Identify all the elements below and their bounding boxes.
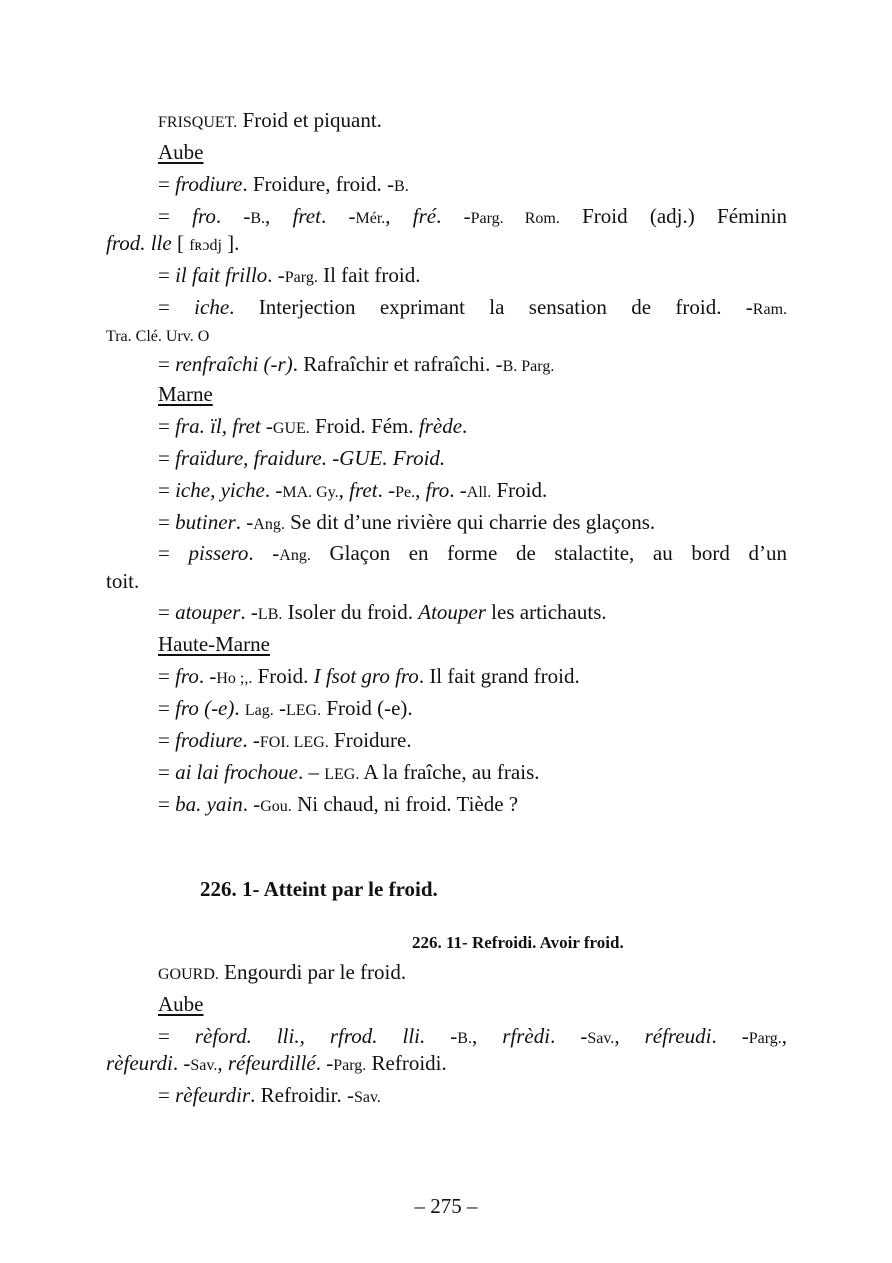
entry-line: = il fait frillo. -Parg. Il fait froid. bbox=[158, 263, 421, 287]
entry-line: = fro. -B., fret. -Mér., fré. -Parg. Rom. Froid (adj.) Féminin bbox=[158, 204, 788, 228]
entry-line: rèfeurdi. -Sav., réfeurdillé. -Parg. Refroidi. bbox=[106, 1051, 447, 1075]
entry-line: = fra. ïl, fret -GUE. Froid. Fém. frède. bbox=[158, 414, 468, 438]
region-heading: Aube bbox=[158, 140, 204, 164]
entry-line: = fro (-e). Lag. -LEG. Froid (-e). bbox=[158, 696, 413, 720]
entry-line: = fraïdure, fraidure. -GUE. Froid. bbox=[158, 446, 446, 470]
entry-line: GOURD. Engourdi par le froid. bbox=[158, 960, 407, 984]
entry-line: FRISQUET. Froid et piquant. bbox=[158, 108, 382, 132]
entry-line: = fro. -Ho ;,. Froid. I fsot gro fro. Il fait grand froid. bbox=[158, 664, 580, 688]
entry-line: = frodiure. -FOI. LEG. Froidure. bbox=[158, 728, 412, 752]
phonetic: fʀɔdj bbox=[189, 237, 222, 254]
headword: FRISQUET. bbox=[158, 114, 238, 131]
entry-line: = iche, yiche. -MA. Gy., fret. -Pe., fro. -All. Froid. bbox=[158, 478, 548, 502]
page-number: – 275 – bbox=[414, 1194, 478, 1218]
entry-line: toit. bbox=[106, 569, 140, 593]
entry-line: = rèfeurdir. Refroidir. -Sav. bbox=[158, 1083, 381, 1107]
region-heading: Haute-Marne bbox=[158, 632, 270, 656]
entry-line: = frodiure. Froidure, froid. -B. bbox=[158, 172, 409, 196]
entry-line: Tra. Clé. Urv. O bbox=[106, 328, 210, 345]
entry-line: = ba. yain. -Gou. Ni chaud, ni froid. Tiède ? bbox=[158, 792, 519, 816]
entry-line: frod. lle [ fʀɔdj ]. bbox=[106, 231, 240, 255]
region-heading: Aube bbox=[158, 992, 204, 1016]
entry-line: = atouper. -LB. Isoler du froid. Atouper les artichauts. bbox=[158, 600, 607, 624]
entry-line: = rèford. lli., rfrod. lli. -B., rfrèdi. -Sav., réfreudi. -Parg., bbox=[158, 1024, 788, 1048]
entry-line: = pissero. -Ang. Glaçon en forme de stalactite, au bord d’un bbox=[158, 541, 787, 565]
entry-line: = ai lai frochoue. – LEG. A la fraîche, au frais. bbox=[158, 760, 540, 784]
entry-line: = iche. Interjection exprimant la sensation de froid. -Ram. bbox=[158, 295, 788, 319]
subsection-heading: 226. 11- Refroidi. Avoir froid. bbox=[412, 933, 624, 952]
section-heading: 226. 1- Atteint par le froid. bbox=[200, 877, 438, 901]
entry-line: = renfraîchi (-r). Rafraîchir et rafraîchi. -B. Parg. bbox=[158, 352, 555, 376]
region-heading: Marne bbox=[158, 382, 213, 406]
entry-line: = butiner. -Ang. Se dit d’une rivière qui charrie des glaçons. bbox=[158, 510, 656, 534]
